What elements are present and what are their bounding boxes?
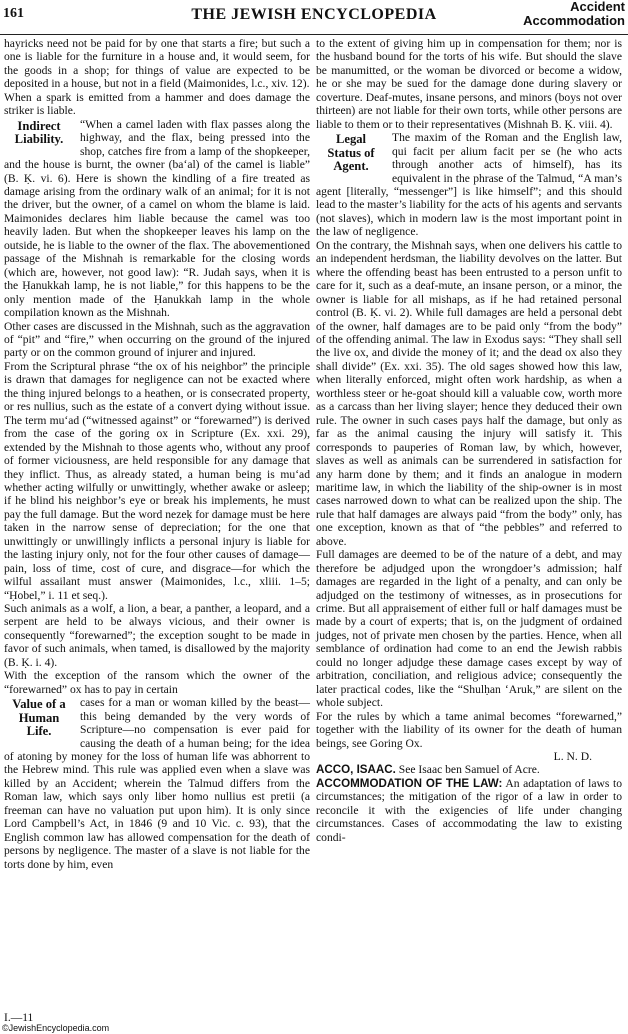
cross-reference-link[interactable]: See Isaac ben Samuel of Acre.	[398, 763, 540, 777]
entry-heading: ACCOMMODATION OF THE LAW:	[316, 776, 503, 790]
margin-note-legal-status-of-agent: Legal Status of Agent.	[327, 132, 375, 174]
paragraph: cases for a man or woman killed by the beast—this being demanded by the very words of Scripture—no compensation is ever paid for causing the death of a human being; for the idea of atoning by money for the loss of human life was abhorrent to the Hebrew mind. This rule was applied even when a slave was killed by an Accident; wherein the Talmud differs from the Roman law, which says only liber homo nullius est pretii (a freeman can have no valuation put upon him). It is only since Lord Campbell’s Act, in 1846 (9 and 10 Vic. c. 93), that the English common law has allowed compensation for the death of persons by negligence. The master of a slave is not liable for the torts done by him, even	[4, 696, 310, 871]
paragraph: Full damages are deemed to be of the nature of a debt, and may therefore be adjudged upon the wrongdoer’s admission; half damages are regarded in the light of a penalty, and can only be adjudged on the testimony of witnesses, as in prosecutions for crime. But all appraisement of either full or half damages must be made by a court of experts; that is, on the judgment of ordained judges, not of private men chosen by the parties. Hence, when all semblance of ordination had come to an end the Jewish rabbis could no longer adjudge these damage cases except by way of arbitration, conciliation, and religious advice; consequently the later practical codes, like the “Shulḥan ‘Aruk,” are silent on the whole subject.	[316, 548, 622, 710]
paragraph: For the rules by which a tame animal becomes “forewarned,” together with the liability of its owner for the death of human beings, see Goring Ox.	[316, 709, 622, 750]
section-heading-line-1: Accident	[570, 0, 625, 14]
right-column	[316, 37, 622, 844]
paragraph: On the contrary, the Mishnah says, when one delivers his cattle to an independent herdsman, the liability devolves on the latter. But where the offending beast has been entrusted to a person unfit to care for it, such as a deaf-mute, an insane person, or a minor, the owner is liable for all mishaps, as if he had retained personal control (B. Ḳ. vi. 2). While full damages are held a personal debt of the owner, half damages are to be paid only “from the body” of the offending animal. The law in Exodus says: “They shall sell the live ox, and divide the money of it; and the dead ox also they shall divide” (Ex. xxi. 35). The old sages showed how this law, when literally enforced, might often work hardship, as when a worthless steer or he-goat should kill a valuable cow, worth more as a carcass than her living slayer; hence they deduced their own rule. The owner in such cases pays half the damage, but only as far as the animal causing the injury will satisfy it. This corresponds to pauperies of Roman law, by which, however, slaves as well as animals can be surrendered in satisfaction for any harm done by them; and it finds an analogue in modern maritime law, in which the liability of the ship-owner is in most cases narrowed down to what can be realized upon the ship. The rule that half damages are always paid “from the body” only, has one exception, known as that of “the pebbles” and referred to above.	[316, 238, 622, 548]
author-signature: L. N. D.	[553, 750, 592, 764]
watermark: ©JewishEncyclopedia.com	[2, 1023, 110, 1033]
paragraph: to the extent of giving him up in compensation for them; nor is the husband bound for the torts of his wife. But should the slave be manumitted, or the woman be divorced or become a widow, he or she may be sued for the damage done during slavery or coverture. Deaf-mutes, insane persons, and minors (boys not over thirteen) are not liable for their own torts, while other persons are liable to them or to their representatives (Mishnah B. Ḳ. viii. 4).	[316, 37, 622, 131]
paragraph: Such animals as a wolf, a lion, a bear, a panther, a leopard, and a serpent are held to be always vicious, and their owner is consequently “forewarned”; the exception sought to be made in favor of such animals, when tamed, is disallowed by the majority (B. Ḳ. i. 4).	[4, 602, 310, 669]
paragraph: From the Scriptural phrase “the ox of his neighbor” the principle is drawn that damages for negligence can not be exacted where the thing injured belongs to a heathen, or is consecrated property, or res nullius, such as the estate of a convert dying without issue. The term mu‘ad (“witnessed against” or “forewarned”) is derived from the case of the goring ox in Scripture (Ex. xxi. 29), extended by the Mishnah to those agents who, without any proof of former viciousness, are held responsible for any damage that they inflict. Thus, as already stated, a human being is mu‘ad whether acting wilfully or unwittingly, whether awake or asleep; if he blind his neighbor’s eye or break his implements, he must pay the full damage. But the word nezeḳ for damage must be here taken in the narrow sense of depreciation; for the one that unwittingly or unwillingly inflicts a personal injury is liable for the lasting injury only, not for the four other causes of damage—pain, loss of time, cost of cure, and disgrace—for which the wilful assailant must answer (Maimonides, l.c., xliii. 1–5; “Ḥobel,” i. 11 et seq.).	[4, 359, 310, 602]
margin-note-indirect-liability: Indirect Liability.	[14, 118, 64, 147]
page-header	[0, 0, 628, 35]
paragraph: “When a camel laden with flax passes along the highway, and the flax, being pressed into the shop, catches fire from a lamp of the shopkeeper, and the house is burnt, the owner (ba‘al) of the camel is liable” (B. Ḳ. vi. 6). Here is shown the kindling of a fire treated as damage arising from the ordinary walk of an animal; for it is not the driver, but the owner, of a camel on whom the blame is laid. Maimonides declares him liable because the camel was too heavily laden. But when the shopkeeper leaves his lamp on the outside, he is liable to the owner of the flax. The abovementioned passage of the Mishnah is remarkable for the closing words (which are, however, not good law): “R. Judah says, when it is the Ḥanukkah lamp, he is not liable,” for this happens to be the only mention made of the Ḥanukkah lamp in the whole compilation known as the Mishnah.	[4, 117, 310, 320]
paragraph: With the exception of the ransom which the owner of the “forewarned” ox has to pay in certain	[4, 669, 310, 696]
section-heading	[523, 0, 625, 28]
section-heading-line-2: Accommodation	[523, 13, 625, 28]
paragraph: The maxim of the Roman and the English law, qui facit per alium facit per se (he who acts through another acts of himself), has its equivalent in the phrase of the Talmud, “A man’s agent [literally, “messenger”] is like himself”; and this should lead to the master’s liability for the acts of his agents and servants (not slaves), which in modern law is the most important point in the law of negligence.	[316, 131, 622, 239]
entry-heading: ACCO, ISAAC.	[316, 763, 396, 777]
left-column	[4, 37, 310, 871]
entry-accommodation-of-the-law	[316, 777, 622, 844]
paragraph: Other cases are discussed in the Mishnah, such as the aggravation of “pit” and “fire,” when occurring on the ground of the injured party or on the common ground of injurer and injured.	[4, 319, 310, 360]
entry-acco-isaac	[316, 763, 622, 776]
running-title: THE JEWISH ENCYCLOPEDIA	[191, 6, 437, 23]
paragraph: When a spark is emitted from a hammer and does damage the striker is liable.	[4, 90, 310, 118]
entry-body: An adaptation of laws to circumstances; the mitigation of the rigor of a law in order to reconcile it with the exigencies of life under changing circumstances. Cases of accommodating the law to existing condi-	[316, 776, 622, 844]
page-number: 161	[3, 6, 24, 21]
paragraph: hayricks need not be paid for by one that starts a fire; but such a one is liable for the furniture in a house and, it would seem, for the goods in a shop; for things of value are expected to be deposited in a house, but not in a field (Maimonides, l.c., xiv. 12).	[4, 37, 310, 91]
margin-note-value-of-human-life: Value of a Human Life.	[12, 697, 66, 739]
signature-mark: I.—11	[4, 1012, 34, 1024]
